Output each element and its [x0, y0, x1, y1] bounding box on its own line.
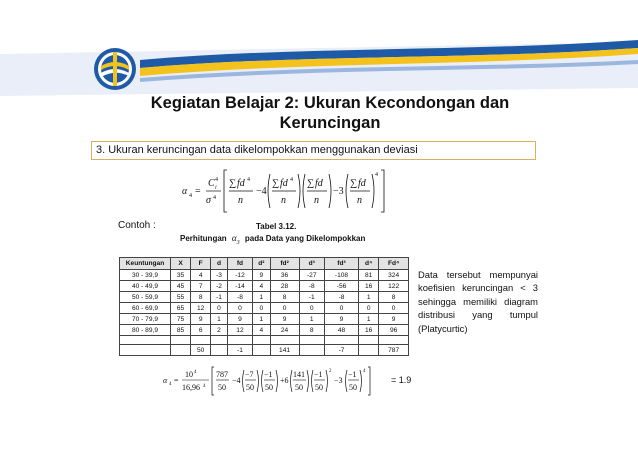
svg-text:−1: −1 [264, 370, 273, 379]
svg-text:4: 4 [189, 193, 192, 199]
col-header: F [191, 258, 211, 270]
col-header: Fd⁴ [379, 258, 409, 270]
total-cell: -7 [324, 345, 358, 356]
svg-text:fd: fd [315, 178, 323, 189]
table-row [120, 292, 409, 303]
table-row [120, 325, 409, 336]
table-cell: 8 [270, 292, 299, 303]
table-cell: 80 - 89,9 [120, 325, 171, 336]
table-header-row [120, 258, 409, 270]
svg-text:n: n [357, 195, 362, 206]
table-title: Tabel 3.12. [256, 222, 297, 231]
table-cell: 30 - 39,9 [120, 270, 171, 281]
table-cell: 0 [324, 303, 358, 314]
table-cell: 1 [299, 314, 324, 325]
table-cell: 24 [270, 325, 299, 336]
svg-text:fd: fd [280, 178, 288, 189]
table-cell: -12 [227, 270, 252, 281]
section-heading: 3. Ukuran keruncingan data dikelompokkan menggunakan deviasi [91, 141, 536, 160]
table-cell: 45 [171, 281, 191, 292]
table-cell: -1 [211, 292, 228, 303]
svg-text:i: i [215, 185, 217, 191]
table-subtitle-prefix: Perhitungan [180, 234, 227, 243]
svg-text:n: n [281, 195, 286, 206]
table-cell: 12 [191, 303, 211, 314]
svg-text:4: 4 [290, 177, 293, 183]
svg-text:=: = [195, 186, 201, 197]
svg-text:n: n [314, 195, 319, 206]
example-label: Contoh : [118, 220, 156, 231]
table-cell: 7 [191, 281, 211, 292]
col-header: fd² [270, 258, 299, 270]
table-cell: 48 [324, 325, 358, 336]
svg-text:4: 4 [213, 195, 216, 201]
svg-text:−7: −7 [245, 370, 254, 379]
table-cell: 9 [379, 314, 409, 325]
table-cell: 1 [253, 314, 270, 325]
svg-text:∑: ∑ [272, 178, 280, 189]
table-cell: 75 [171, 314, 191, 325]
table-cell: 2 [211, 325, 228, 336]
table-cell: 9 [270, 314, 299, 325]
table-cell: 0 [270, 303, 299, 314]
total-cell [211, 345, 228, 356]
svg-text:fd: fd [358, 178, 366, 189]
table-cell: 16 [359, 281, 379, 292]
table-cell: -2 [211, 281, 228, 292]
total-cell [120, 345, 171, 356]
svg-text:−3: −3 [334, 376, 343, 385]
svg-text:∑: ∑ [307, 178, 315, 189]
svg-text:50: 50 [218, 383, 226, 392]
total-cell [359, 345, 379, 356]
table-cell: 6 [191, 325, 211, 336]
svg-text:−4: −4 [256, 186, 267, 197]
col-header: X [171, 258, 191, 270]
table-cell: 9 [324, 314, 358, 325]
table-row [120, 303, 409, 314]
table-cell: 9 [191, 314, 211, 325]
table-row [120, 281, 409, 292]
svg-text:4: 4 [375, 172, 378, 178]
svg-text:−3: −3 [333, 186, 344, 197]
svg-text:4: 4 [247, 177, 250, 183]
table-cell: -56 [324, 281, 358, 292]
table-cell: 4 [191, 270, 211, 281]
svg-text:50: 50 [246, 383, 254, 392]
title-line-1: Kegiatan Belajar 2: Ukuran Kecondongan dan [150, 94, 510, 112]
svg-text:10: 10 [185, 370, 193, 379]
result-formula [163, 365, 438, 397]
table-cell: 60 - 69,9 [120, 303, 171, 314]
table-cell: 4 [253, 325, 270, 336]
table-cell: 16 [359, 325, 379, 336]
total-cell [253, 345, 270, 356]
table-cell: 0 [379, 303, 409, 314]
total-cell: -1 [227, 345, 252, 356]
table-cell: -8 [299, 281, 324, 292]
alpha3-symbol: $\alpha_3$ [231, 233, 240, 246]
svg-text:σ: σ [206, 195, 211, 206]
table-cell: 85 [171, 325, 191, 336]
table-cell: -1 [299, 292, 324, 303]
table-cell: 9 [227, 314, 252, 325]
table-cell: 1 [359, 314, 379, 325]
table-cell: 36 [270, 270, 299, 281]
svg-text:4: 4 [194, 370, 197, 375]
result-value: = 1.9 [391, 375, 412, 385]
svg-text:50: 50 [295, 383, 303, 392]
svg-text:50: 50 [349, 383, 357, 392]
table-cell: -27 [299, 270, 324, 281]
table-cell: -3 [211, 270, 228, 281]
col-header: Keuntungan [120, 258, 171, 270]
svg-text:50: 50 [265, 383, 273, 392]
col-header: d [211, 258, 228, 270]
table-cell: 4 [253, 281, 270, 292]
svg-text:141: 141 [293, 370, 305, 379]
table-cell: 0 [253, 303, 270, 314]
svg-text:fd: fd [237, 178, 245, 189]
svg-text:−4: −4 [232, 376, 241, 385]
total-cell [171, 345, 191, 356]
svg-text:+6: +6 [280, 376, 289, 385]
table-cell: 40 - 49,9 [120, 281, 171, 292]
svg-text:50: 50 [315, 383, 323, 392]
svg-text:4: 4 [169, 382, 172, 387]
table-cell: 50 - 59,9 [120, 292, 171, 303]
col-header: fd [227, 258, 252, 270]
page-title [140, 93, 520, 133]
kurtosis-formula [182, 166, 412, 216]
svg-text:4: 4 [215, 177, 218, 183]
table-cell: 70 - 79,9 [120, 314, 171, 325]
table-row [120, 314, 409, 325]
svg-text:α: α [163, 376, 168, 385]
table-cell: 8 [379, 292, 409, 303]
col-header: d³ [299, 258, 324, 270]
svg-text:4: 4 [363, 369, 366, 374]
total-cell: 50 [191, 345, 211, 356]
col-header: d² [253, 258, 270, 270]
conclusion-note: Data tersebut mempunyai koefisien keruncingan < 3 sehingga memiliki diagram distribusi yang tumpul (Platycurtic) [418, 269, 538, 334]
title-line-2: Keruncingan [279, 114, 381, 132]
total-cell: 141 [270, 345, 299, 356]
table-cell: 12 [227, 325, 252, 336]
col-header: fd³ [324, 258, 358, 270]
table-cell: 35 [171, 270, 191, 281]
table-cell: 0 [299, 303, 324, 314]
total-cell [299, 345, 324, 356]
table-cell: 0 [227, 303, 252, 314]
svg-text:=: = [174, 376, 179, 385]
svg-text:n: n [238, 195, 243, 206]
table-subtitle-suffix: pada Data yang Dikelompokkan [244, 234, 366, 243]
svg-text:∑: ∑ [229, 178, 237, 189]
total-cell: 787 [379, 345, 409, 356]
col-header: d⁴ [359, 258, 379, 270]
svg-text:16,96: 16,96 [182, 383, 200, 392]
university-logo [92, 42, 138, 96]
svg-text:4: 4 [203, 384, 206, 389]
table-cell: 65 [171, 303, 191, 314]
table-row [120, 270, 409, 281]
table-cell: -8 [324, 292, 358, 303]
table-subtitle [180, 233, 365, 246]
table-cell: -108 [324, 270, 358, 281]
frequency-table [119, 257, 409, 356]
table-cell: 96 [379, 325, 409, 336]
table-cell: 8 [299, 325, 324, 336]
svg-text:−1: −1 [348, 370, 357, 379]
table-cell: -8 [227, 292, 252, 303]
table-total-row [120, 345, 409, 356]
svg-text:∑: ∑ [350, 178, 358, 189]
table-cell: 81 [359, 270, 379, 281]
table-cell: 122 [379, 281, 409, 292]
table-cell: 0 [359, 303, 379, 314]
table-cell: 0 [211, 303, 228, 314]
table-cell: -14 [227, 281, 252, 292]
svg-text:2: 2 [329, 369, 332, 374]
table-cell: 1 [253, 292, 270, 303]
table-cell: 1 [211, 314, 228, 325]
table-cell: 8 [191, 292, 211, 303]
table-spacer-row [120, 336, 409, 345]
table-cell: 324 [379, 270, 409, 281]
table-cell: 1 [359, 292, 379, 303]
svg-text:787: 787 [216, 370, 228, 379]
svg-text:C: C [208, 178, 215, 189]
svg-text:−1: −1 [314, 370, 323, 379]
table-cell: 9 [253, 270, 270, 281]
table-cell: 28 [270, 281, 299, 292]
svg-text:α: α [182, 186, 188, 197]
table-cell: 55 [171, 292, 191, 303]
